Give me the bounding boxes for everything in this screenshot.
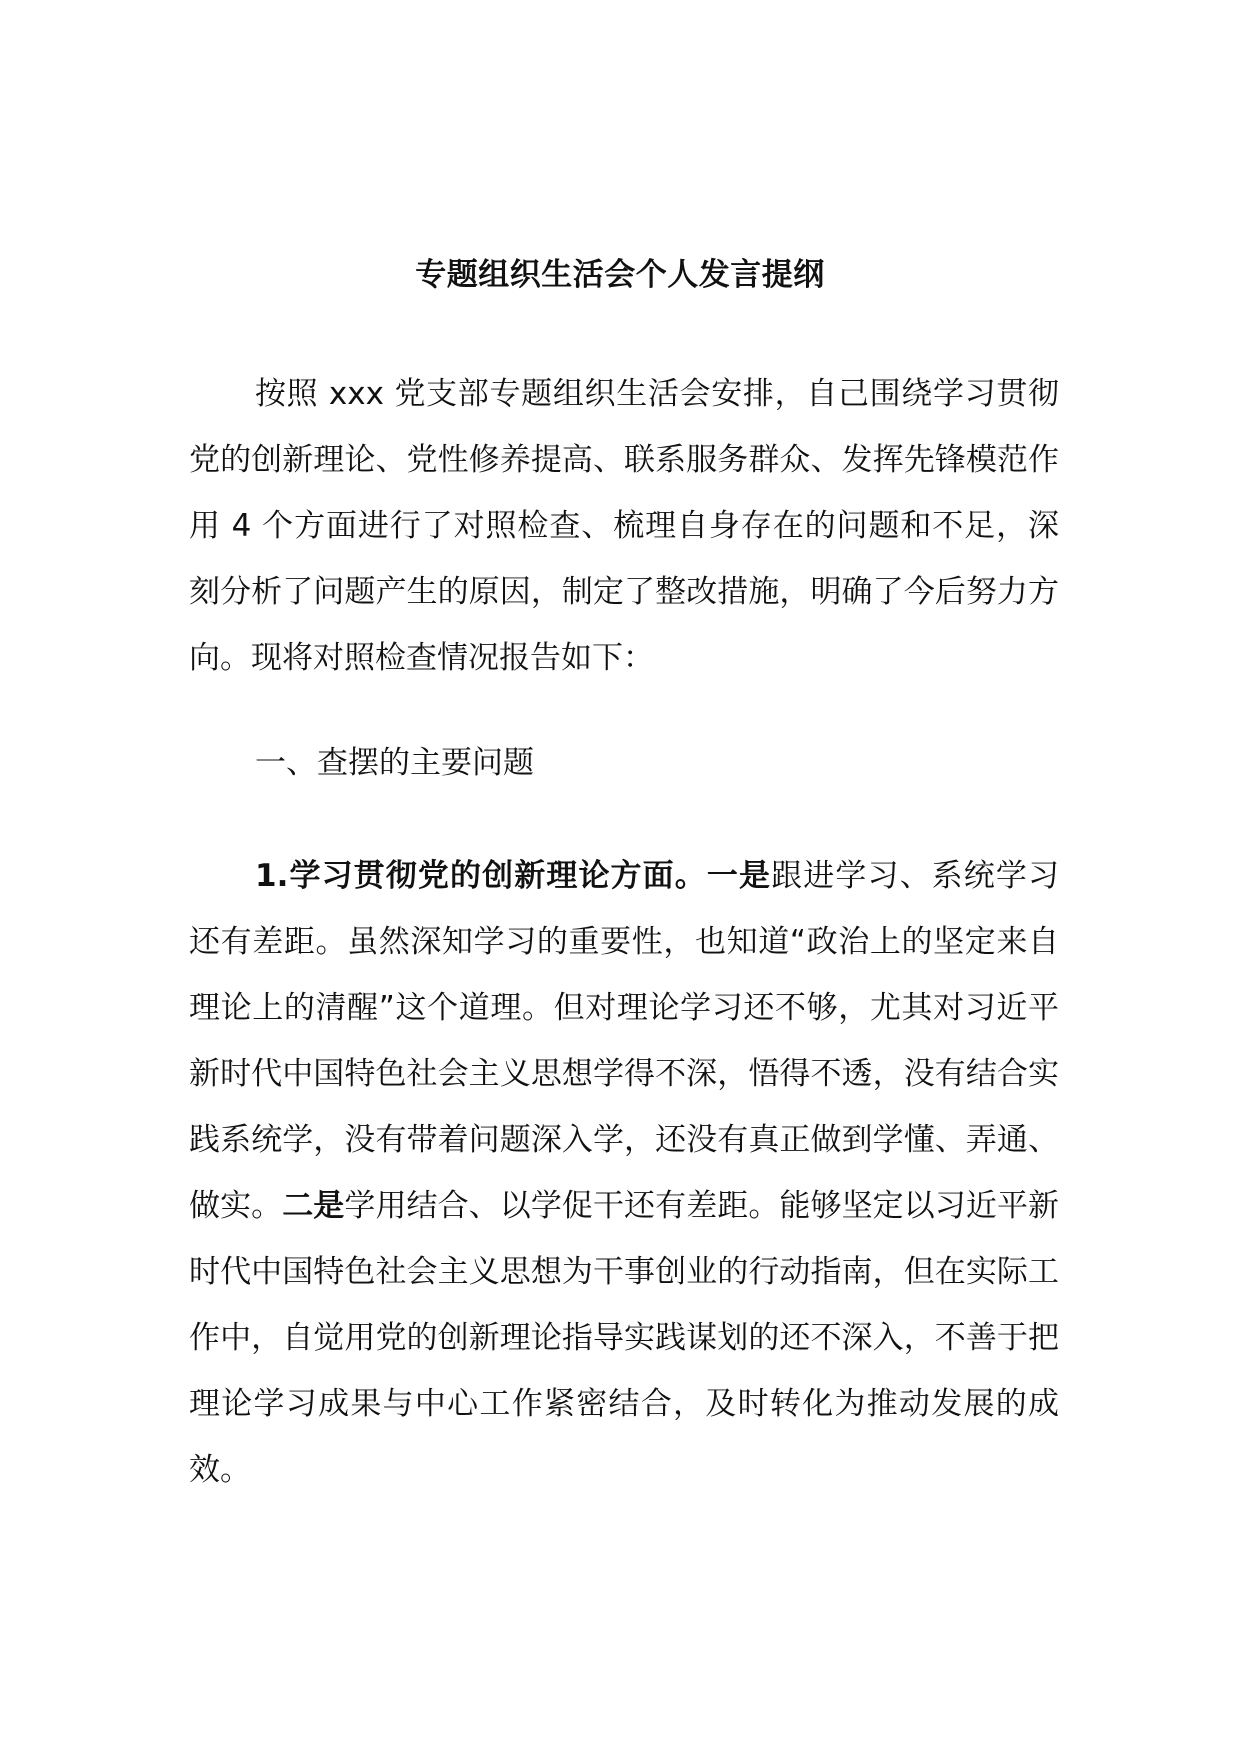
item1-heading: 1.学习贯彻党的创新理论方面。	[255, 858, 707, 894]
item1-paragraph	[189, 843, 1059, 1503]
item1-point1-label: 一是	[706, 858, 772, 894]
item1-point1-text: 跟进学习、系统学习还有差距。虽然深知学习的重要性，也知道“政治上的坚定来自理论上的清醒”这个道理。但对理论学习还不够，尤其对习近平新时代中国特色社会主义思想学得不深，悟得不透，没有结合实践系统学，没有带着问题深入学，还没有真正做到学懂、弄通、做实。	[189, 858, 1060, 1224]
document-title: 专题组织生活会个人发言提纲	[415, 257, 825, 293]
item1-point2-label: 二是	[282, 1188, 345, 1224]
item1-point2-text: 学用结合、以学促干还有差距。能够坚定以习近平新时代中国特色社会主义思想为干事创业的行动指南，但在实际工作中，自觉用党的创新理论指导实践谋划的还不深入，不善于把理论学习成果与中心工作紧密结合，及时转化为推动发展的成效。	[189, 1188, 1060, 1488]
intro-paragraph: 按照 xxx 党支部专题组织生活会安排，自己围绕学习贯彻党的创新理论、党性修养提高、联系服务群众、发挥先锋模范作用 4 个方面进行了对照检查、梳理自身存在的问题和不足，深刻分析了问题产生的原因，制定了整改措施，明确了今后努力方向。现将对照检查情况报告如下：	[189, 376, 1059, 676]
section-heading: 一、查摆的主要问题	[255, 745, 534, 781]
